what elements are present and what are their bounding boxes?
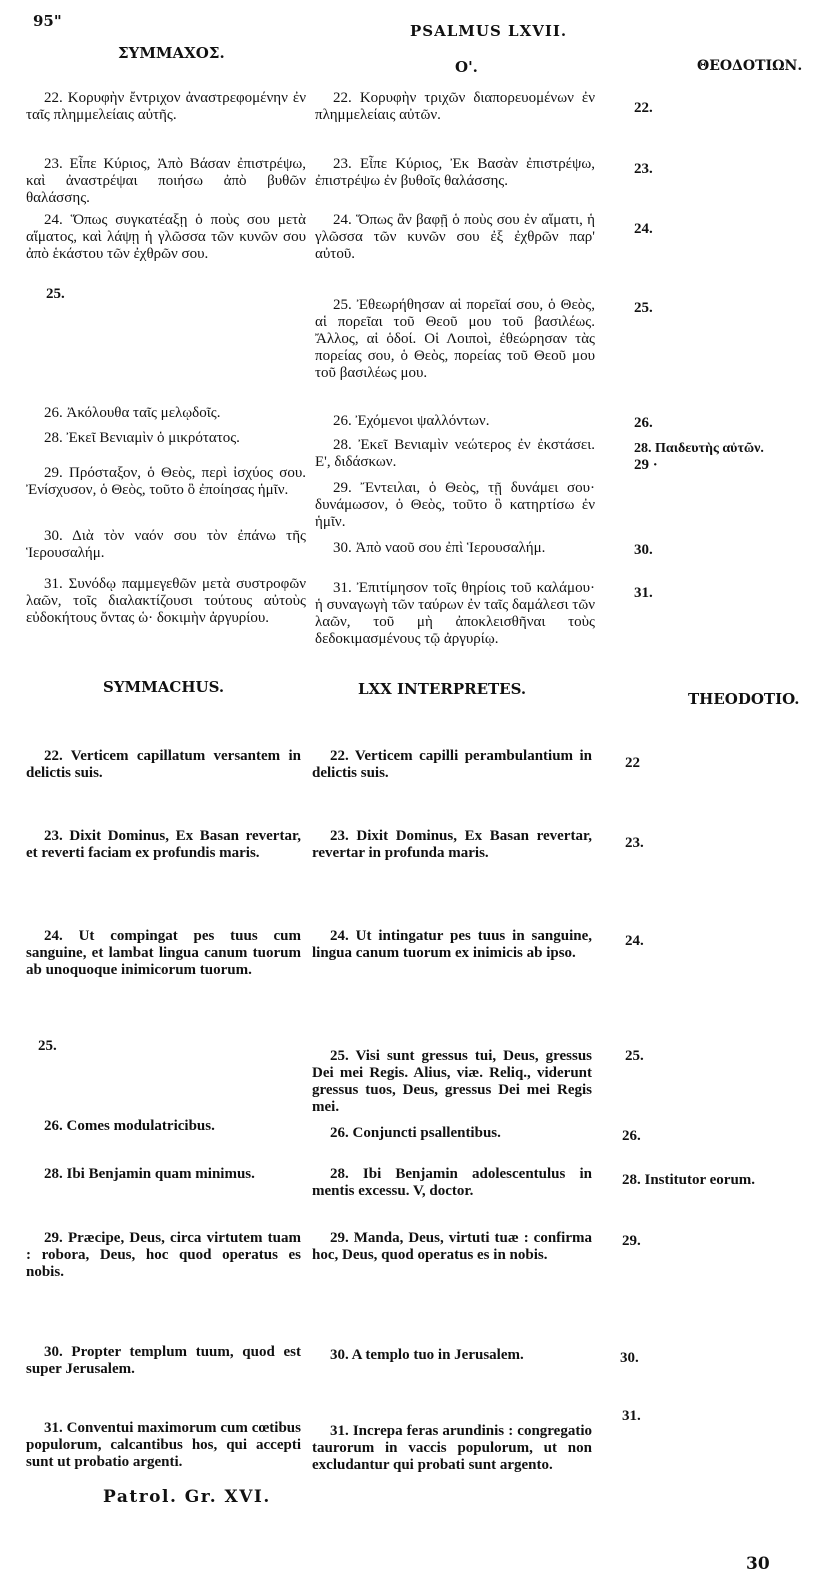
- latin-header-lxx: LXX INTERPRETES.: [358, 680, 527, 698]
- greek-lxx-verse-24: 24. Ὅπως ἂν βαφῇ ὁ ποὺς σου ἐν αἵματι, ἡ γλῶσσα τῶν κυνῶν σου ἐξ ἐχθρῶν παρ' αὐτοῦ.: [315, 212, 595, 262]
- greek-lxx-verse-29: 29. Ἔντειλαι, ὁ Θεὸς, τῇ δυνάμει σου· δυνάμωσον, ὁ Θεὸς, τοῦτο ὃ κατηρτίσω ἐν ἡμῖν.: [315, 480, 595, 530]
- greek-symmachus-verse-31: 31. Συνόδῳ παμμεγεθῶν μετὰ συστροφῶν λαῶν, τοῖς διαλακτίζουσι τούτους αὐτοὺς εὐδοκήτους ὄντας ὡ· δοκιμὴν ἀργυρίου.: [26, 576, 306, 626]
- running-title: PSALMUS LXVII.: [410, 22, 568, 40]
- greek-symmachus-verse-28: 28. Ἐκεῖ Βενιαμὶν ὁ μικρότατος.: [44, 430, 240, 446]
- latin-symmachus-verse-22: 22. Verticem capillatum versantem in delictis suis.: [26, 748, 301, 781]
- greek-theodotion-verse-23: 23.: [634, 161, 653, 177]
- greek-lxx-verse-31: 31. Ἐπιτίμησον τοῖς θηρίοις τοῦ καλάμου· ἡ συναγωγὴ τῶν ταύρων ἐν ταῖς δαμάλεσι τῶν λαῶν, τοῦ μὴ ἀποκλεισθῆναι τοὺς δεδοκιμασμένους τῷ ἀργυρίῳ.: [315, 580, 595, 647]
- greek-theodotion-verse-29: 29 ·: [634, 457, 658, 473]
- latin-theodotion-verse-25: 25.: [625, 1048, 644, 1064]
- greek-lxx-verse-22: 22. Κορυφὴν τριχῶν διαπορευομένων ἐν πλημμελείαις αὐτῶν.: [315, 90, 595, 123]
- latin-theodotion-verse-29: 29.: [622, 1233, 641, 1249]
- greek-theodotion-verse-24: 24.: [634, 221, 653, 237]
- latin-theodotion-verse-31: 31.: [622, 1408, 641, 1424]
- greek-theodotion-verse-25: 25.: [634, 300, 653, 316]
- greek-header-symmachus: ΣΥΜΜΑΧΟΣ.: [118, 44, 225, 62]
- page-footer: Patrol. Gr. XVI.: [103, 1487, 271, 1507]
- greek-symmachus-verse-26: 26. Ἀκόλουθα ταῖς μελῳδοῖς.: [44, 405, 221, 421]
- latin-lxx-verse-31: 31. Increpa feras arundinis : congregatio taurorum in vaccis populorum, ut non excludantur qui probati sunt argento.: [312, 1423, 592, 1473]
- latin-lxx-verse-24: 24. Ut intingatur pes tuus in sanguine, lingua canum tuorum ex inimicis ab ipso.: [312, 928, 592, 961]
- latin-symmachus-verse-25: 25.: [38, 1038, 57, 1054]
- greek-symmachus-verse-29: 29. Πρόσταξον, ὁ Θεὸς, περὶ ἰσχύος σου. Ἐνίσχυσον, ὁ Θεὸς, τοῦτο ὃ ἐποίησας ἡμῖν.: [26, 465, 306, 498]
- latin-lxx-verse-22: 22. Verticem capilli perambulantium in delictis suis.: [312, 748, 592, 781]
- latin-symmachus-verse-24: 24. Ut compingat pes tuus cum sanguine, et lambat lingua canum tuorum ab unoquoque inimicorum tuorum.: [26, 928, 301, 978]
- greek-symmachus-verse-24: 24. Ὅπως συγκατέαξῃ ὁ ποὺς σου μετὰ αἵματος, καὶ λάψῃ ἡ γλῶσσα τῶν κυνῶν σου ἀπὸ ἑκάστου τῶν ἐχθρῶν σου.: [26, 212, 306, 262]
- greek-lxx-verse-23: 23. Εἶπε Κύριος, Ἐκ Βασὰν ἐπιστρέψω, ἐπιστρέψω ἐν βυθοῖς θαλάσσης.: [315, 156, 595, 189]
- latin-header-theodotion: THEODOTIO.: [688, 690, 800, 708]
- greek-header-theodotion: ΘΕΟΔΟΤΙΩΝ.: [697, 58, 803, 74]
- latin-symmachus-verse-30: 30. Propter templum tuum, quod est super Jerusalem.: [26, 1344, 301, 1377]
- greek-theodotion-verse-30: 30.: [634, 542, 653, 558]
- latin-lxx-verse-23: 23. Dixit Dominus, Ex Basan revertar, revertar in profunda maris.: [312, 828, 592, 861]
- latin-symmachus-verse-23: 23. Dixit Dominus, Ex Basan revertar, et reverti faciam ex profundis maris.: [26, 828, 301, 861]
- signature-mark: 30: [746, 1554, 770, 1574]
- page-number: 95": [33, 12, 62, 30]
- latin-symmachus-verse-26: 26. Comes modulatricibus.: [44, 1118, 215, 1134]
- greek-symmachus-verse-23: 23. Εἶπε Κύριος, Ἀπὸ Βάσαν ἐπιστρέψω, καὶ ἀναστρέψαι ποιήσω ἀπὸ βυθῶν θαλάσσης.: [26, 156, 306, 206]
- latin-theodotion-verse-24: 24.: [625, 933, 644, 949]
- latin-theodotion-verse-28: 28. Institutor eorum.: [622, 1172, 756, 1188]
- latin-lxx-verse-28: 28. Ibi Benjamin adolescentulus in mentis excessu. V, doctor.: [312, 1166, 592, 1199]
- greek-theodotion-verse-28: 28. Παιδευτὴς αὐτῶν.: [634, 441, 764, 456]
- latin-theodotion-verse-30: 30.: [620, 1350, 639, 1366]
- greek-symmachus-verse-25: 25.: [46, 286, 65, 302]
- latin-lxx-verse-26: 26. Conjuncti psallentibus.: [330, 1125, 501, 1141]
- greek-symmachus-verse-22: 22. Κορυφὴν ἔντριχον ἀναστρεφομένην ἐν ταῖς πλημμελείαις αὐτῆς.: [26, 90, 306, 123]
- latin-theodotion-verse-23: 23.: [625, 835, 644, 851]
- greek-lxx-verse-26: 26. Ἐχόμενοι ψαλλόντων.: [333, 413, 490, 429]
- latin-theodotion-verse-26: 26.: [622, 1128, 641, 1144]
- greek-lxx-verse-30: 30. Ἀπὸ ναοῦ σου ἐπὶ Ἱερουσαλήμ.: [333, 540, 546, 556]
- latin-symmachus-verse-29: 29. Præcipe, Deus, circa virtutem tuam : robora, Deus, hoc quod operatus es nobis.: [26, 1230, 301, 1280]
- latin-symmachus-verse-28: 28. Ibi Benjamin quam minimus.: [44, 1166, 255, 1182]
- greek-symmachus-verse-30: 30. Διὰ τὸν ναόν σου τὸν ἐπάνω τῆς Ἱερουσαλήμ.: [26, 528, 306, 561]
- greek-theodotion-verse-26: 26.: [634, 415, 653, 431]
- greek-theodotion-verse-22: 22.: [634, 100, 653, 116]
- greek-lxx-verse-25: 25. Ἐθεωρήθησαν αἱ πορεῖαί σου, ὁ Θεὸς, αἱ πορεῖαι τοῦ Θεοῦ μου τοῦ βασιλέως. Ἄλλος, αἱ ὁδοί. Οἱ Λοιποὶ, ἐθεώρησαν τὰς πορείας σου, ὁ Θεὸς, πορείας τοῦ Θεοῦ μου τοῦ βασιλέως μου.: [315, 297, 595, 381]
- latin-header-symmachus: SYMMACHUS.: [103, 678, 225, 696]
- latin-lxx-verse-29: 29. Manda, Deus, virtuti tuæ : confirma hoc, Deus, quod operatus es in nobis.: [312, 1230, 592, 1263]
- greek-theodotion-verse-31: 31.: [634, 585, 653, 601]
- latin-lxx-verse-30: 30. A templo tuo in Jerusalem.: [330, 1347, 524, 1363]
- greek-lxx-verse-28: 28. Ἐκεῖ Βενιαμὶν νεώτερος ἐν ἐκστάσει. Ε', διδάσκων.: [315, 437, 595, 470]
- latin-symmachus-verse-31: 31. Conventui maximorum cum cœtibus populorum, calcantibus hos, qui accepti sunt ut probatio argenti.: [26, 1420, 301, 1470]
- greek-header-lxx: O'.: [455, 58, 478, 76]
- latin-theodotion-verse-22: 22: [625, 755, 640, 771]
- latin-lxx-verse-25: 25. Visi sunt gressus tui, Deus, gressus Dei mei Regis. Alius, viæ. Reliq., viderunt gressus tuos, Deus, gressus Dei mei Regis mei.: [312, 1048, 592, 1115]
